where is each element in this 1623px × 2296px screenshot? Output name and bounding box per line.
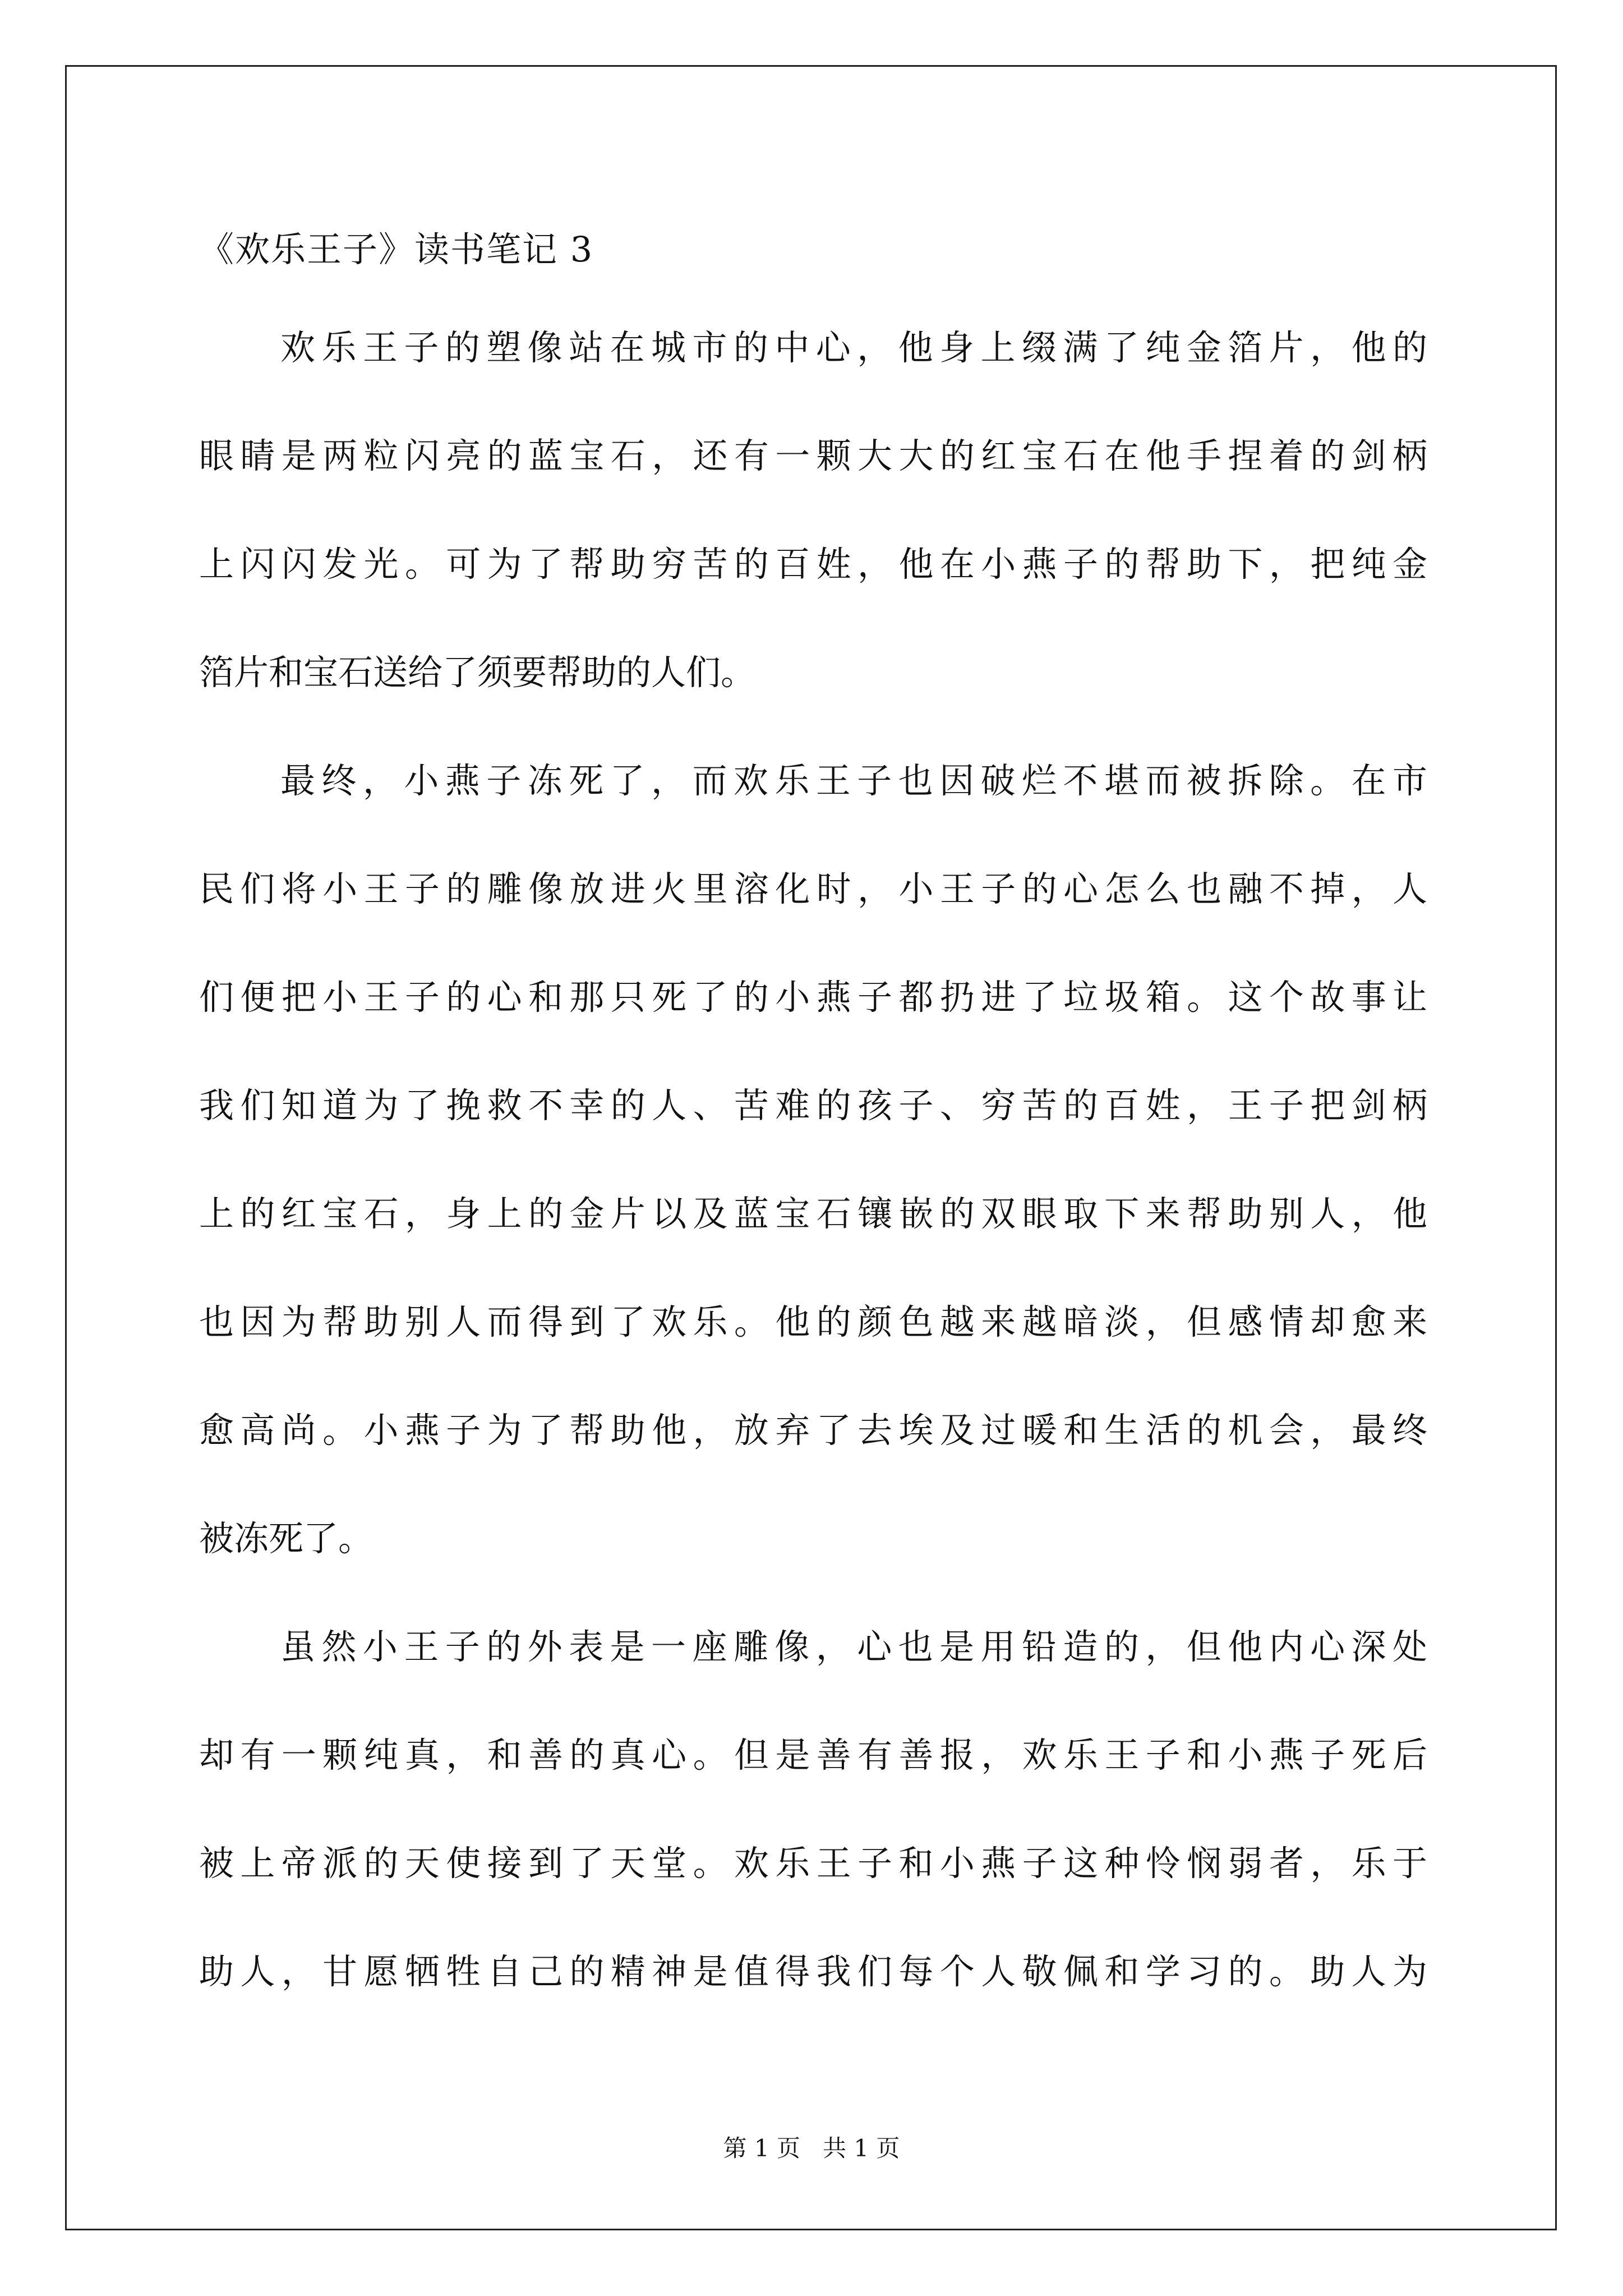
page-footer (0, 2132, 1623, 2165)
paragraph-2-line-6: 也因为帮助别人而得到了欢乐。他的颜色越来越暗淡，但感情却愈来 (199, 1301, 1427, 1342)
paragraph-2-line-2: 民们将小王子的雕像放进火里溶化时，小王子的心怎么也融不掉，人 (199, 868, 1427, 909)
page-border (65, 65, 1557, 2230)
paragraph-2-line-7: 愈高尚。小燕子为了帮助他，放弃了去埃及过暖和生活的机会，最终 (199, 1410, 1427, 1451)
paragraph-2-line-8: 被冻死了。 (199, 1518, 374, 1559)
paragraph-2-line-3: 们便把小王子的心和那只死了的小燕子都扔进了垃圾箱。这个故事让 (199, 977, 1427, 1018)
document-title: 《欢乐王子》读书笔记 3 (199, 229, 594, 270)
paragraph-3-line-2: 却有一颗纯真，和善的真心。但是善有善报，欢乐王子和小燕子死后 (199, 1734, 1427, 1775)
paragraph-1-line-2: 眼睛是两粒闪亮的蓝宝石，还有一颗大大的红宝石在他手捏着的剑柄 (199, 435, 1427, 476)
page-number: 第 1 页 (723, 2134, 800, 2162)
paragraph-2-line-1: 最终，小燕子冻死了，而欢乐王子也因破烂不堪而被拆除。在市 (280, 760, 1427, 801)
paragraph-2-line-5: 上的红宝石，身上的金片以及蓝宝石镶嵌的双眼取下来帮助别人，他 (199, 1193, 1427, 1234)
paragraph-1-line-4: 箔片和宝石送给了须要帮助的人们。 (199, 652, 756, 693)
paragraph-2-line-4: 我们知道为了挽救不幸的人、苦难的孩子、穷苦的百姓，王子把剑柄 (199, 1085, 1427, 1126)
paragraph-3-line-3: 被上帝派的天使接到了天堂。欢乐王子和小燕子这种怜悯弱者，乐于 (199, 1843, 1427, 1884)
page-total: 共 1 页 (823, 2134, 900, 2162)
paragraph-3-line-1: 虽然小王子的外表是一座雕像，心也是用铅造的，但他内心深处 (280, 1626, 1427, 1667)
paragraph-1-line-1: 欢乐王子的塑像站在城市的中心，他身上缀满了纯金箔片，他的 (280, 327, 1427, 368)
paragraph-3-line-4: 助人，甘愿牺牲自己的精神是值得我们每个人敬佩和学习的。助人为 (199, 1951, 1427, 1992)
paragraph-1-line-3: 上闪闪发光。可为了帮助穷苦的百姓，他在小燕子的帮助下，把纯金 (199, 544, 1427, 585)
